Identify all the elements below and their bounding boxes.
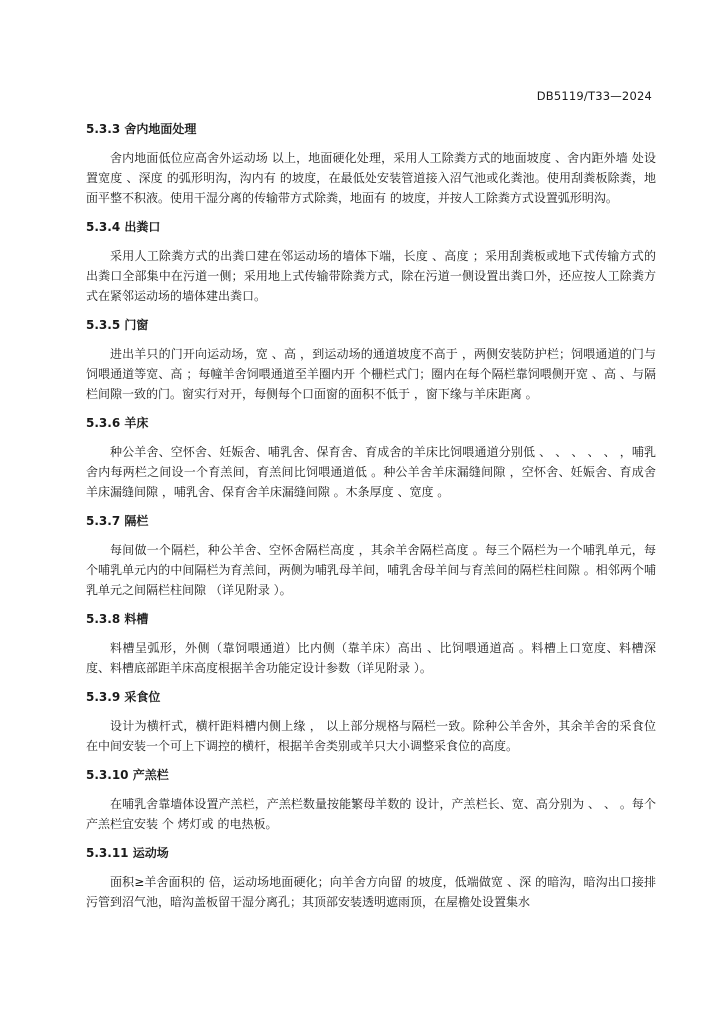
section-heading: 5.3.6 羊床 — [86, 416, 149, 430]
section-heading: 5.3.7 隔栏 — [86, 514, 149, 528]
section-5-3-3 — [86, 120, 656, 208]
section-heading: 5.3.4 出粪口 — [86, 220, 161, 234]
section-text: 料槽呈弧形，外侧（靠饲喂通道）比内侧（靠羊床）高出 、比饲喂通道高 。料槽上口宽度、料槽深度、料槽底部距羊床高度根据羊舍功能定设计参数（详见附录 ）。 — [86, 641, 656, 675]
section-text: 进出羊只的门开向运动场，宽 、高 ，到运动场的通道坡度不高于 ，两侧安装防护栏；饲喂通道的门与饲喂通道等宽、高 ；每幢羊舍饲喂通道至羊圈内开 个栅栏式门；圈内在每个隔栏靠饲喂侧开宽 、高 、与隔栏间隙一致的门。窗实行对开，每侧每个口面窗的面积不低于 ，窗下缘与羊床距离 。 — [86, 347, 656, 401]
section-heading: 5.3.11 运动场 — [86, 846, 169, 860]
section-text: 在哺乳舍靠墙体设置产羔栏，产羔栏数量按能繁母羊数的 设计，产羔栏长、宽、高分别为 、 、 。每个产羔栏宜安装 个 烤灯或 的电热板。 — [86, 797, 656, 831]
section-heading: 5.3.8 料槽 — [86, 612, 149, 626]
section-text: 种公羊舍、空怀舍、妊娠舍、哺乳舍、保育舍、育成舍的羊床比饲喂通道分别低 、 、 、 、 、 ，哺乳舍内每两栏之间设一个育羔间，育羔间比饲喂通道低 。种公羊舍羊床漏缝间隙 ，空怀舍、妊娠舍、育成舍羊床漏缝间隙 ，哺乳舍、保育舍羊床漏缝间隙 。木条厚度 、宽度 。 — [86, 445, 656, 499]
section-5-3-7 — [86, 512, 656, 600]
standard-code: DB5119/T33—2024 — [536, 89, 652, 103]
section-5-3-11 — [86, 844, 656, 912]
document-body — [86, 120, 656, 922]
section-5-3-9 — [86, 688, 656, 756]
section-5-3-6 — [86, 414, 656, 502]
section-5-3-5 — [86, 316, 656, 404]
section-text: 每间做一个隔栏，种公羊舍、空怀舍隔栏高度 ，其余羊舍隔栏高度 。每三个隔栏为一个哺乳单元，每个哺乳单元内的中间隔栏为育羔间，两侧为哺乳母羊间，哺乳舍母羊间与育羔间的隔栏柱间隙 。相邻两个哺乳单元之间隔栏柱间隙 （详见附录 ）。 — [86, 543, 656, 597]
section-heading: 5.3.5 门窗 — [86, 318, 149, 332]
section-text: 采用人工除粪方式的出粪口建在邻运动场的墙体下端，长度 、高度 ；采用刮粪板或地下式传输方式的出粪口全部集中在污道一侧；采用地上式传输带除粪方式，除在污道一侧设置出粪口外，还应按人工除粪方式在紧邻运动场的墙体建出粪口。 — [86, 249, 656, 303]
section-text: 面积≥羊舍面积的 倍，运动场地面硬化；向羊舍方向留 的坡度，低端做宽 、深 的暗沟，暗沟出口接排污管到沼气池，暗沟盖板留干湿分离孔；其顶部安装透明遮雨顶，在屋檐处设置集水 — [86, 875, 656, 909]
section-text: 舍内地面低位应高舍外运动场 以上，地面硬化处理，采用人工除粪方式的地面坡度 、舍内距外墙 处设置宽度 、深度 的弧形明沟，沟内有 的坡度，在最低处安装管道接入沼气池或化粪池。使用刮粪板除粪，地面平整不积液。使用干湿分离的传输带方式除粪，地面有 的坡度，并按人工除粪方式设置弧形明沟。 — [86, 151, 656, 205]
section-heading: 5.3.10 产羔栏 — [86, 768, 169, 782]
section-text: 设计为横杆式，横杆距料槽内侧上缘 ， 以上部分规格与隔栏一致。除种公羊舍外，其余羊舍的采食位在中间安装一个可上下调控的横杆，根据羊舍类别或羊只大小调整采食位的高度。 — [86, 719, 656, 753]
section-heading: 5.3.9 采食位 — [86, 690, 161, 704]
section-5-3-10 — [86, 766, 656, 834]
section-heading: 5.3.3 舍内地面处理 — [86, 122, 197, 136]
section-5-3-8 — [86, 610, 656, 678]
section-5-3-4 — [86, 218, 656, 306]
